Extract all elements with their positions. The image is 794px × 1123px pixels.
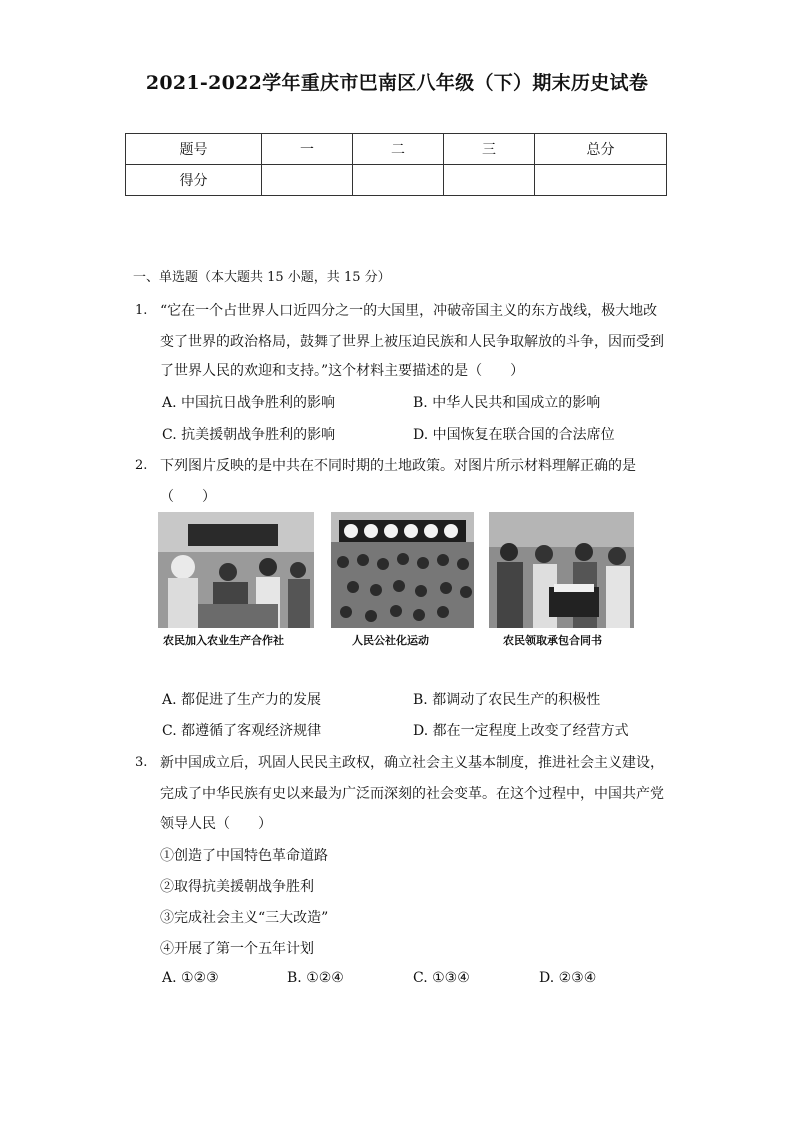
- score-table: [125, 133, 667, 196]
- statement-item: ②取得抗美援朝战争胜利: [160, 879, 314, 895]
- section-heading: 一、单选题（本大题共 15 小题，共 15 分）: [133, 270, 391, 285]
- score-header-cell: 二: [353, 134, 444, 165]
- option-a[interactable]: A. ①②③: [162, 970, 219, 986]
- score-header-cell: 一: [262, 134, 353, 165]
- question-text-line: 领导人民（ ）: [160, 816, 272, 832]
- option-d[interactable]: D. 中国恢复在联合国的合法席位: [413, 427, 615, 443]
- photo-cooperative: [158, 512, 314, 628]
- photo-caption: 农民加入农业生产合作社: [163, 634, 284, 647]
- option-a[interactable]: A. 都促进了生产力的发展: [162, 692, 322, 708]
- option-b[interactable]: B. 都调动了农民生产的积极性: [413, 692, 601, 708]
- photo-caption: 农民领取承包合同书: [503, 634, 602, 647]
- statement-item: ④开展了第一个五年计划: [160, 941, 314, 957]
- question-number: 2.: [135, 458, 148, 473]
- option-d[interactable]: D. 都在一定程度上改变了经营方式: [413, 723, 629, 739]
- question-text-line: 变了世界的政治格局，鼓舞了世界上被压迫民族和人民争取解放的斗争，因而受到: [160, 334, 664, 350]
- question-number: 3.: [135, 755, 148, 770]
- photo-contract: [489, 512, 634, 628]
- question-text-line: 了世界人民的欢迎和支持。”这个材料主要描述的是（ ）: [160, 363, 525, 379]
- score-table-score-row: [126, 165, 667, 196]
- photo-peoples-commune: [331, 512, 474, 628]
- score-header-cell: 题号: [126, 134, 262, 165]
- question-text-line: 新中国成立后，巩固人民民主政权，确立社会主义基本制度，推进社会主义建设，: [160, 755, 664, 771]
- statement-item: ①创造了中国特色革命道路: [160, 848, 328, 864]
- score-header-cell: 三: [444, 134, 535, 165]
- score-input-cell[interactable]: [444, 165, 535, 196]
- statement-item: ③完成社会主义“三大改造”: [160, 910, 329, 926]
- option-d[interactable]: D. ②③④: [539, 970, 597, 986]
- score-input-cell[interactable]: [535, 165, 667, 196]
- option-c[interactable]: C. ①③④: [413, 970, 470, 986]
- score-input-cell[interactable]: [262, 165, 353, 196]
- option-c[interactable]: C. 都遵循了客观经济规律: [162, 723, 322, 739]
- question-text-line: （ ）: [160, 489, 216, 505]
- exam-title: 2021-2022学年重庆市巴南区八年级（下）期末历史试卷: [145, 72, 649, 94]
- question-text-line: 完成了中华民族有史以来最为广泛而深刻的社会变革。在这个过程中，中国共产党: [160, 786, 664, 802]
- photo-caption: 人民公社化运动: [352, 634, 429, 647]
- score-header-cell: 总分: [535, 134, 667, 165]
- option-b[interactable]: B. ①②④: [287, 970, 344, 986]
- option-a[interactable]: A. 中国抗日战争胜利的影响: [162, 395, 336, 411]
- option-b[interactable]: B. 中华人民共和国成立的影响: [413, 395, 601, 411]
- score-row-label: 得分: [126, 165, 262, 196]
- question-text-line: “它在一个占世界人口近四分之一的大国里，冲破帝国主义的东方战线，极大地改: [160, 303, 658, 319]
- score-input-cell[interactable]: [353, 165, 444, 196]
- question-number: 1.: [135, 303, 148, 318]
- question-text-line: 下列图片反映的是中共在不同时期的土地政策。对图片所示材料理解正确的是: [160, 458, 636, 474]
- option-c[interactable]: C. 抗美援朝战争胜利的影响: [162, 427, 336, 443]
- score-table-header-row: [126, 134, 667, 165]
